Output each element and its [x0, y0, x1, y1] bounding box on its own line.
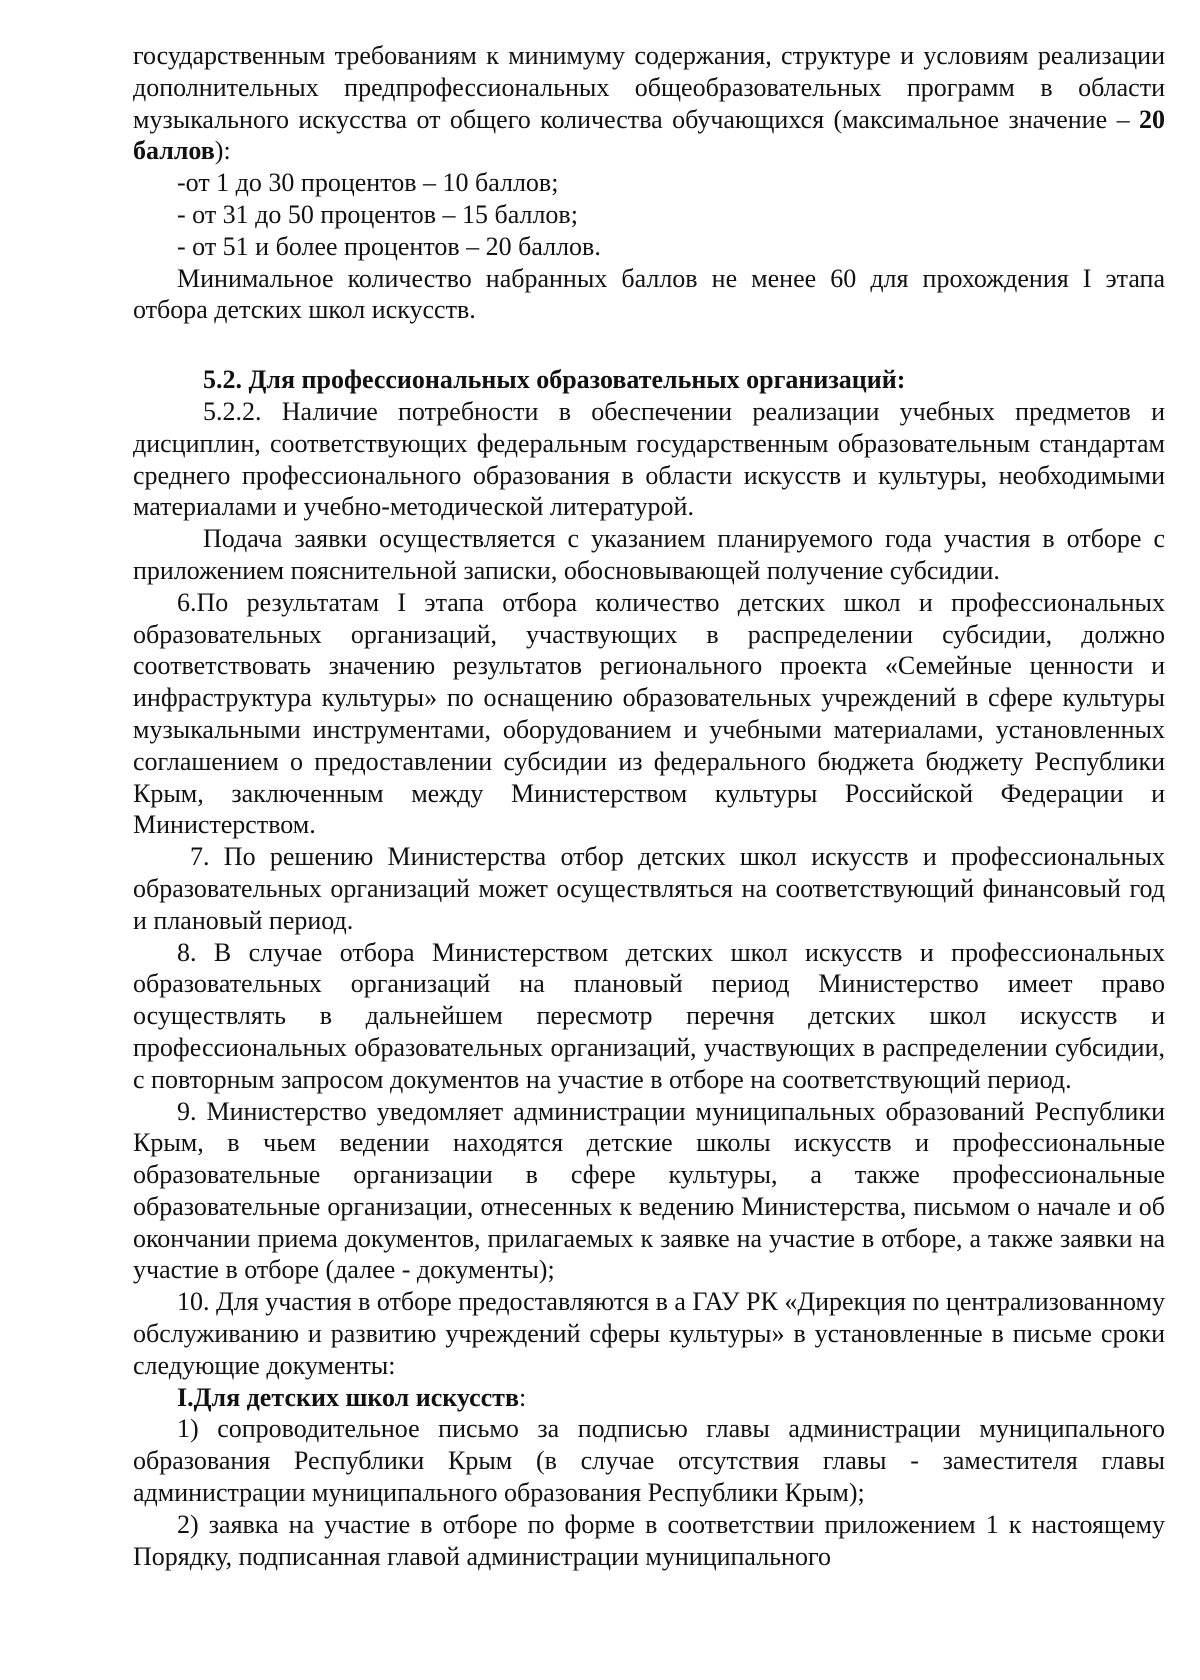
- criteria-intro-end: ):: [214, 136, 231, 166]
- heading-art-schools-colon: :: [519, 1382, 527, 1412]
- paragraph-10: 10. Для участия в отборе предоставляются в а ГАУ РК «Дирекция по централизованному обслуживанию и развитию учреждений сферы культуры» в установленные в письме сроки следующие документы:: [133, 1287, 1165, 1380]
- paragraph-5-2-2: 5.2.2. Наличие потребности в обеспечении реализации учебных предметов и дисциплин, соответствующих федеральным государственным образовательным стандартам среднего профессионального образования в области искусств и культуры, необходимыми материалами и учебно-методической литературой.: [133, 396, 1165, 522]
- criteria-max-score: 20 баллов: [133, 104, 1165, 166]
- list-item-1: 1) сопроводительное письмо за подписью главы администрации муниципального образования Республики Крым (в случае отсутствия главы - заместителя главы администрации муниципального образования Республики Крым);: [133, 1414, 1165, 1508]
- paragraph-9: 9. Министерство уведомляет администрации муниципальных образований Республики Крым, в чьем ведении находятся детские школы искусств и профессиональные образовательные организации в сфере культуры, а также профессиональные образовательные организации, отнесенных к ведению Министерства, письмом о начале и об окончании приема документов, прилагаемых к заявке на участие в отборе, а также заявки на участие в отборе (далее - документы);: [133, 1096, 1165, 1285]
- heading-5-2-text: 5.2. Для профессиональных образовательных организаций:: [203, 365, 906, 395]
- heading-section-5-2: [133, 364, 1165, 396]
- paragraph-criteria-intro: [133, 40, 1165, 167]
- list-item-2: 2) заявка на участие в отборе по форме в соответствии приложением 1 к настоящему Порядку, подписанная главой администрации муниципального: [133, 1509, 1165, 1571]
- heading-art-schools: [133, 1382, 1165, 1414]
- paragraph-min-score: Минимальное количество набранных баллов не менее 60 для прохождения I этапа отбора детских школ искусств.: [133, 263, 1165, 325]
- paragraph-6: 6.По результатам I этапа отбора количество детских школ и профессиональных образовательных организаций, участвующих в распределении субсидии, должно соответствовать значению результатов регионального проекта «Семейные ценности и инфраструктура культуры» по оснащению образовательных учреждений в сфере культуры музыкальными инструментами, оборудованием и учебными материалами, установленных соглашением о предоставлении субсидии из федерального бюджета бюджету Республики Крым, заключенным между Министерством культуры Российской Федерации и Министерством.: [133, 587, 1165, 840]
- document-page: [133, 40, 1165, 1572]
- section-spacer: [133, 326, 1165, 364]
- heading-art-schools-text: I.Для детских школ искусств: [177, 1382, 519, 1412]
- score-item-51: - от 51 и более процентов – 20 баллов.: [177, 231, 601, 261]
- paragraph-7: 7. По решению Министерства отбор детских школ искусств и профессиональных образовательных организаций может осуществляться на соответствующий финансовый год и плановый период.: [133, 842, 1165, 935]
- paragraph-application: Подача заявки осуществляется с указанием планируемого года участия в отборе с приложением пояснительной записки, обосновывающей получение субсидии.: [133, 524, 1165, 585]
- score-item-31-50: - от 31 до 50 процентов – 15 баллов;: [177, 199, 578, 229]
- score-item-1-30: -от 1 до 30 процентов – 10 баллов;: [177, 168, 559, 198]
- criteria-intro-text: государственным требованиям к минимуму содержания, структуре и условиям реализации дополнительных предпрофессиональных общеобразовательных программ в области музыкального искусства от общего количества обучающихся (максимальное значение –: [133, 41, 1165, 134]
- paragraph-8: 8. В случае отбора Министерством детских школ искусств и профессиональных образовательных организаций на плановый период Министерство имеет право осуществлять в дальнейшем пересмотр перечня детских школ искусств и профессиональных образовательных организаций, участвующих в распределении субсидии, с повторным запросом документов на участие в отборе на соответствующий период.: [133, 937, 1165, 1094]
